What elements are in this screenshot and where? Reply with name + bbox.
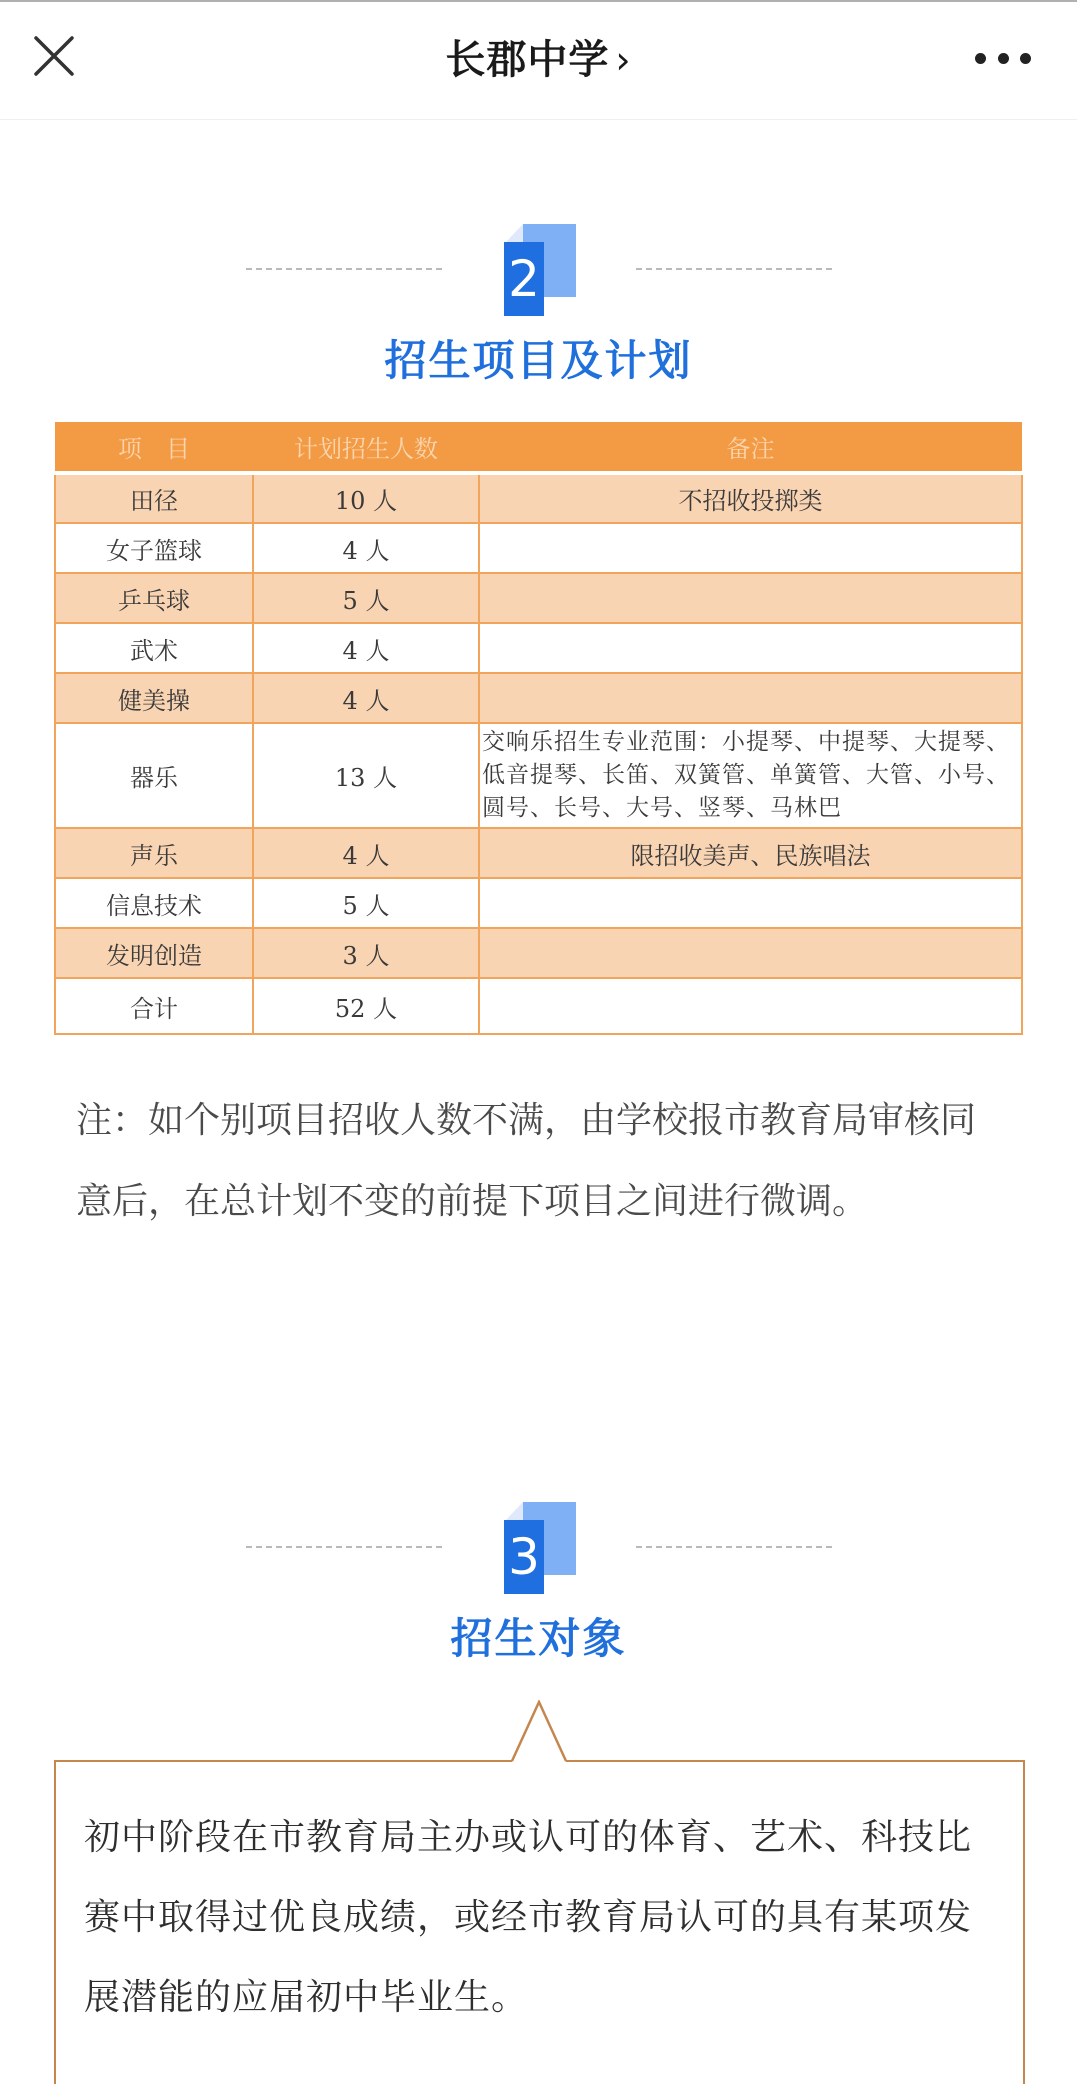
cell-note [479, 523, 1022, 573]
table-row [55, 473, 1022, 523]
table-row [55, 623, 1022, 673]
cell-count: 5 人 [253, 573, 479, 623]
enrollment-target-text: 初中阶段在市教育局主办或认可的体育、艺术、科技比赛中取得过优良成绩，或经市教育局认可的具有某项发展潜能的应届初中毕业生。 [84, 1817, 973, 2018]
section-2-header [0, 210, 1077, 385]
table-row [55, 723, 1022, 828]
table-row [55, 573, 1022, 623]
cell-note [479, 623, 1022, 673]
top-navbar [0, 2, 1077, 120]
table-header-row [55, 422, 1022, 473]
number-badge-fold [506, 224, 523, 242]
column-header-note: 备注 [479, 422, 1022, 473]
number-badge: 2 [504, 242, 544, 316]
cell-item: 声乐 [55, 828, 253, 878]
cell-item: 女子篮球 [55, 523, 253, 573]
speech-bubble-pointer-icon [510, 1700, 570, 1764]
adjustment-note: 注：如个别项目招收人数不满，由学校报市教育局审核同意后，在总计划不变的前提下项目之间进行微调。 [76, 1100, 977, 1222]
table-row [55, 928, 1022, 978]
table-row [55, 828, 1022, 878]
more-icon-dot [998, 53, 1009, 64]
cell-count: 13 人 [253, 723, 479, 828]
dashed-divider-left [246, 268, 442, 270]
number-badge: 3 [504, 1520, 544, 1594]
cell-note [479, 928, 1022, 978]
account-title-link[interactable] [0, 28, 1077, 85]
dashed-divider-right [636, 1546, 832, 1548]
dashed-divider-left [246, 1546, 442, 1548]
cell-note [479, 978, 1022, 1034]
cell-note [479, 573, 1022, 623]
cell-count: 4 人 [253, 623, 479, 673]
dashed-divider-right [636, 268, 832, 270]
cell-count: 5 人 [253, 878, 479, 928]
table-row-total [55, 978, 1022, 1034]
table-row [55, 523, 1022, 573]
table-row [55, 673, 1022, 723]
cell-count: 4 人 [253, 673, 479, 723]
section-title: 招生项目及计划 [384, 336, 693, 385]
cell-count: 4 人 [253, 523, 479, 573]
number-badge-fold [506, 1502, 523, 1520]
table-row [55, 878, 1022, 928]
cell-count: 10 人 [253, 473, 479, 523]
chevron-right-icon: › [615, 38, 632, 82]
more-icon-dot [975, 53, 986, 64]
cell-count: 4 人 [253, 828, 479, 878]
cell-note [479, 878, 1022, 928]
cell-item: 信息技术 [55, 878, 253, 928]
cell-count: 3 人 [253, 928, 479, 978]
cell-item: 田径 [55, 473, 253, 523]
cell-note: 交响乐招生专业范围：小提琴、中提琴、大提琴、低音提琴、长笛、双簧管、单簧管、大管、小号、圆号、长号、大号、竖琴、马林巴 [479, 723, 1022, 828]
column-header-item: 项 目 [55, 422, 253, 473]
more-button[interactable] [975, 46, 1031, 70]
more-icon-dot [1020, 53, 1031, 64]
cell-note: 不招收投掷类 [479, 473, 1022, 523]
cell-note: 限招收美声、民族唱法 [479, 828, 1022, 878]
cell-item: 合计 [55, 978, 253, 1034]
cell-item: 器乐 [55, 723, 253, 828]
cell-item: 乒乓球 [55, 573, 253, 623]
account-name: 长郡中学 [445, 37, 610, 83]
section-title: 招生对象 [450, 1614, 627, 1663]
column-header-count: 计划招生人数 [253, 422, 479, 473]
cell-item: 武术 [55, 623, 253, 673]
cell-note [479, 673, 1022, 723]
cell-item: 发明创造 [55, 928, 253, 978]
enrollment-plan-table [54, 422, 1023, 1035]
section-3-header [0, 1488, 1077, 1663]
cell-count: 52 人 [253, 978, 479, 1034]
cell-item: 健美操 [55, 673, 253, 723]
